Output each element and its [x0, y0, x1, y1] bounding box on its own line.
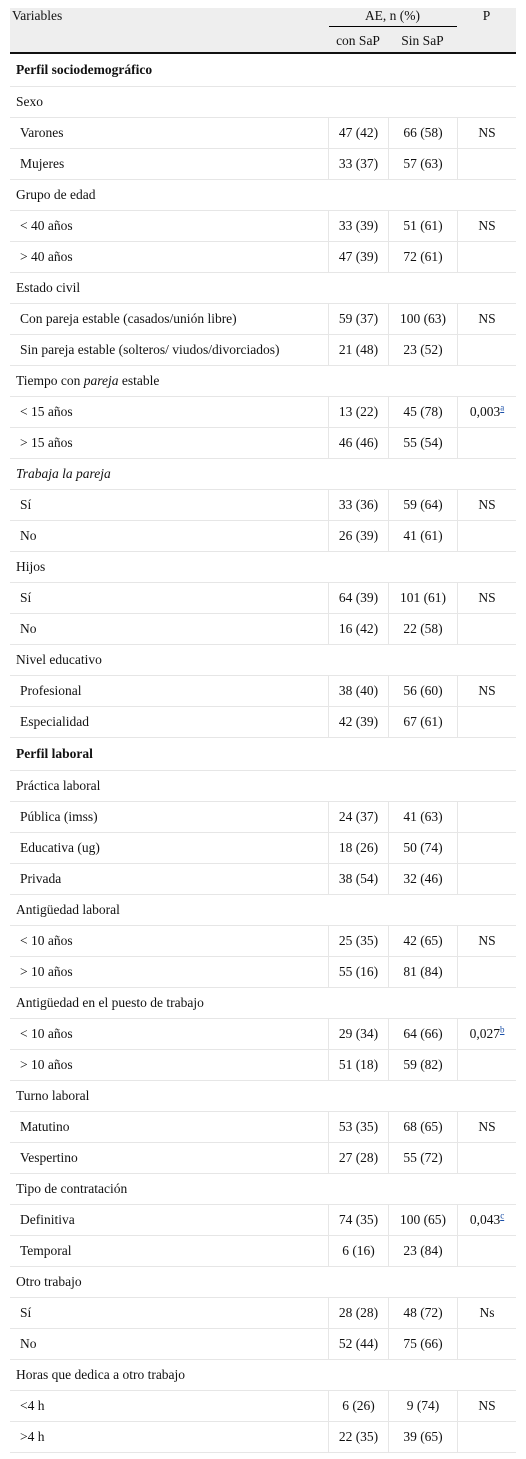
con-sap-value: 6 (26) — [328, 1391, 388, 1422]
row-label: No — [10, 614, 328, 645]
group-row — [10, 366, 516, 397]
table-row — [10, 1112, 516, 1143]
con-sap-value: 21 (48) — [328, 335, 388, 366]
group-label-italic: pareja — [83, 373, 119, 388]
row-label: Educativa (ug) — [10, 833, 328, 864]
group-label — [10, 366, 516, 397]
sin-sap-value: 100 (63) — [388, 304, 457, 335]
table-row — [10, 707, 516, 738]
table-row — [10, 864, 516, 895]
p-value — [457, 335, 516, 366]
table-body — [10, 54, 516, 1453]
con-sap-value: 18 (26) — [328, 833, 388, 864]
p-value — [457, 149, 516, 180]
p-value — [457, 397, 516, 428]
table-row — [10, 926, 516, 957]
table-row — [10, 242, 516, 273]
group-row — [10, 771, 516, 802]
p-value — [457, 428, 516, 459]
group-row — [10, 459, 516, 490]
sin-sap-value: 68 (65) — [388, 1112, 457, 1143]
sin-sap-value: 72 (61) — [388, 242, 457, 273]
group-row — [10, 552, 516, 583]
footnote-ref — [500, 403, 504, 413]
row-label: < 40 años — [10, 211, 328, 242]
section-label: Perfil laboral — [10, 738, 516, 771]
row-label: Definitiva — [10, 1205, 328, 1236]
con-sap-value: 27 (28) — [328, 1143, 388, 1174]
table-row — [10, 149, 516, 180]
row-label: Profesional — [10, 676, 328, 707]
row-label: Matutino — [10, 1112, 328, 1143]
ae-group-header — [328, 8, 457, 30]
sin-sap-header: Sin SaP — [388, 30, 457, 54]
sin-sap-value: 66 (58) — [388, 118, 457, 149]
group-row — [10, 895, 516, 926]
group-label-part: Tiempo con — [16, 373, 84, 388]
variables-header: Variables — [10, 8, 328, 30]
con-sap-value: 59 (37) — [328, 304, 388, 335]
table-row — [10, 957, 516, 988]
sin-sap-value: 9 (74) — [388, 1391, 457, 1422]
table-row — [10, 583, 516, 614]
group-label: Grupo de edad — [10, 180, 516, 211]
con-sap-value: 25 (35) — [328, 926, 388, 957]
table-row — [10, 802, 516, 833]
p-value — [457, 304, 516, 335]
row-label: Pública (imss) — [10, 802, 328, 833]
row-label: < 15 años — [10, 397, 328, 428]
group-label-part: estable — [118, 373, 160, 388]
p-header: P — [457, 8, 516, 30]
con-sap-value: 33 (37) — [328, 149, 388, 180]
header-spacer — [10, 30, 328, 54]
group-row — [10, 1081, 516, 1112]
con-sap-value: 16 (42) — [328, 614, 388, 645]
group-row — [10, 87, 516, 118]
row-label: No — [10, 521, 328, 552]
table-row — [10, 1205, 516, 1236]
sin-sap-value: 50 (74) — [388, 833, 457, 864]
p-value-text: NS — [478, 311, 496, 326]
group-row — [10, 1360, 516, 1391]
table-row — [10, 1391, 516, 1422]
table-row — [10, 833, 516, 864]
table-row — [10, 1019, 516, 1050]
table-row — [10, 1143, 516, 1174]
p-value — [457, 1205, 516, 1236]
table-row — [10, 1236, 516, 1267]
p-value — [457, 1112, 516, 1143]
p-value — [457, 957, 516, 988]
sin-sap-value: 59 (64) — [388, 490, 457, 521]
p-value-text: NS — [478, 497, 496, 512]
table-row — [10, 1422, 516, 1453]
table-row — [10, 1050, 516, 1081]
group-row — [10, 1267, 516, 1298]
p-value — [457, 1329, 516, 1360]
con-sap-value: 42 (39) — [328, 707, 388, 738]
con-sap-value: 46 (46) — [328, 428, 388, 459]
sin-sap-value: 32 (46) — [388, 864, 457, 895]
row-label: Temporal — [10, 1236, 328, 1267]
p-value — [457, 802, 516, 833]
sin-sap-value: 42 (65) — [388, 926, 457, 957]
table-row — [10, 335, 516, 366]
sin-sap-value: 100 (65) — [388, 1205, 457, 1236]
p-value-text: NS — [478, 218, 496, 233]
p-header-spacer — [457, 30, 516, 54]
sin-sap-value: 55 (72) — [388, 1143, 457, 1174]
table-row — [10, 397, 516, 428]
con-sap-value: 22 (35) — [328, 1422, 388, 1453]
con-sap-value: 29 (34) — [328, 1019, 388, 1050]
p-value — [457, 1422, 516, 1453]
p-value — [457, 1050, 516, 1081]
row-label: Sí — [10, 1298, 328, 1329]
sin-sap-value: 23 (84) — [388, 1236, 457, 1267]
row-label: < 10 años — [10, 926, 328, 957]
group-label: Hijos — [10, 552, 516, 583]
table-row — [10, 118, 516, 149]
p-value — [457, 583, 516, 614]
row-label: >4 h — [10, 1422, 328, 1453]
con-sap-value: 51 (18) — [328, 1050, 388, 1081]
con-sap-value: 6 (16) — [328, 1236, 388, 1267]
p-value-text: 0,003 — [469, 404, 501, 419]
p-value — [457, 833, 516, 864]
p-value — [457, 242, 516, 273]
p-value — [457, 211, 516, 242]
group-label: Antigüedad en el puesto de trabajo — [10, 988, 516, 1019]
footnote-link[interactable]: b — [499, 1024, 505, 1035]
con-sap-value: 13 (22) — [328, 397, 388, 428]
group-label-italic: Trabaja la pareja — [16, 466, 111, 481]
con-sap-value: 55 (16) — [328, 957, 388, 988]
con-sap-value: 38 (40) — [328, 676, 388, 707]
row-label: Mujeres — [10, 149, 328, 180]
data-table-container — [10, 8, 516, 1453]
table-row — [10, 211, 516, 242]
footnote-ref — [500, 1025, 505, 1035]
p-value — [457, 490, 516, 521]
sin-sap-value: 75 (66) — [388, 1329, 457, 1360]
sin-sap-value: 39 (65) — [388, 1422, 457, 1453]
con-sap-value: 52 (44) — [328, 1329, 388, 1360]
table-row — [10, 614, 516, 645]
p-value-text: NS — [478, 933, 496, 948]
group-label — [10, 459, 516, 490]
section-row — [10, 738, 516, 771]
ae-group-label: AE, n (%) — [329, 8, 457, 27]
group-row — [10, 1174, 516, 1205]
row-label: Sí — [10, 490, 328, 521]
sin-sap-value: 22 (58) — [388, 614, 457, 645]
con-sap-value: 74 (35) — [328, 1205, 388, 1236]
con-sap-value: 24 (37) — [328, 802, 388, 833]
con-sap-value: 47 (42) — [328, 118, 388, 149]
p-value — [457, 1143, 516, 1174]
footnote-link[interactable]: a — [500, 402, 505, 413]
con-sap-value: 33 (39) — [328, 211, 388, 242]
sin-sap-value: 48 (72) — [388, 1298, 457, 1329]
con-sap-value: 64 (39) — [328, 583, 388, 614]
sin-sap-value: 55 (54) — [388, 428, 457, 459]
sin-sap-value: 51 (61) — [388, 211, 457, 242]
sin-sap-value: 45 (78) — [388, 397, 457, 428]
p-value — [457, 864, 516, 895]
sin-sap-value: 57 (63) — [388, 149, 457, 180]
section-label: Perfil sociodemográfico — [10, 54, 516, 87]
p-value — [457, 118, 516, 149]
row-label: > 40 años — [10, 242, 328, 273]
sin-sap-value: 101 (61) — [388, 583, 457, 614]
p-value-text: NS — [478, 683, 496, 698]
con-sap-value: 26 (39) — [328, 521, 388, 552]
p-value-text: 0,027 — [469, 1026, 500, 1041]
p-value — [457, 521, 516, 552]
footnote-ref — [500, 1211, 504, 1221]
table-row — [10, 428, 516, 459]
p-value-text: Ns — [479, 1305, 495, 1320]
table-row — [10, 1298, 516, 1329]
row-label: <4 h — [10, 1391, 328, 1422]
p-value — [457, 676, 516, 707]
group-row — [10, 180, 516, 211]
row-label: > 15 años — [10, 428, 328, 459]
p-value — [457, 614, 516, 645]
group-label: Antigüedad laboral — [10, 895, 516, 926]
sin-sap-value: 41 (61) — [388, 521, 457, 552]
sin-sap-value: 23 (52) — [388, 335, 457, 366]
group-row — [10, 645, 516, 676]
group-label: Otro trabajo — [10, 1267, 516, 1298]
p-value — [457, 926, 516, 957]
con-sap-value: 47 (39) — [328, 242, 388, 273]
row-label: Especialidad — [10, 707, 328, 738]
group-label: Práctica laboral — [10, 771, 516, 802]
row-label: Vespertino — [10, 1143, 328, 1174]
con-sap-value: 33 (36) — [328, 490, 388, 521]
row-label: Privada — [10, 864, 328, 895]
table-row — [10, 521, 516, 552]
sin-sap-value: 56 (60) — [388, 676, 457, 707]
p-value-text: 0,043 — [469, 1212, 501, 1227]
row-label: No — [10, 1329, 328, 1360]
row-label: > 10 años — [10, 957, 328, 988]
footnote-link[interactable]: c — [500, 1210, 505, 1221]
table-row — [10, 490, 516, 521]
table-row — [10, 304, 516, 335]
row-label: < 10 años — [10, 1019, 328, 1050]
group-label: Horas que dedica a otro trabajo — [10, 1360, 516, 1391]
group-row — [10, 273, 516, 304]
p-value — [457, 1391, 516, 1422]
group-row — [10, 988, 516, 1019]
p-value — [457, 1298, 516, 1329]
p-value — [457, 707, 516, 738]
p-value-text: NS — [478, 590, 496, 605]
p-value — [457, 1019, 516, 1050]
p-value-text: NS — [478, 1119, 496, 1134]
table-header — [10, 8, 516, 54]
sin-sap-value: 64 (66) — [388, 1019, 457, 1050]
group-label: Turno laboral — [10, 1081, 516, 1112]
group-label: Sexo — [10, 87, 516, 118]
group-label: Tipo de contratación — [10, 1174, 516, 1205]
group-label: Nivel educativo — [10, 645, 516, 676]
sin-sap-value: 41 (63) — [388, 802, 457, 833]
row-label: Sí — [10, 583, 328, 614]
p-value-text: NS — [478, 1398, 496, 1413]
row-label: Sin pareja estable (solteros/ viudos/divorciados) — [10, 335, 328, 366]
table-row — [10, 1329, 516, 1360]
row-label: Con pareja estable (casados/unión libre) — [10, 304, 328, 335]
sin-sap-value: 59 (82) — [388, 1050, 457, 1081]
con-sap-header: con SaP — [328, 30, 388, 54]
con-sap-value: 38 (54) — [328, 864, 388, 895]
p-value — [457, 1236, 516, 1267]
sin-sap-value: 67 (61) — [388, 707, 457, 738]
group-label: Estado civil — [10, 273, 516, 304]
table-row — [10, 676, 516, 707]
con-sap-value: 53 (35) — [328, 1112, 388, 1143]
row-label: Varones — [10, 118, 328, 149]
p-value-text: NS — [478, 125, 496, 140]
data-table — [10, 8, 516, 1453]
con-sap-value: 28 (28) — [328, 1298, 388, 1329]
sin-sap-value: 81 (84) — [388, 957, 457, 988]
row-label: > 10 años — [10, 1050, 328, 1081]
section-row — [10, 54, 516, 87]
